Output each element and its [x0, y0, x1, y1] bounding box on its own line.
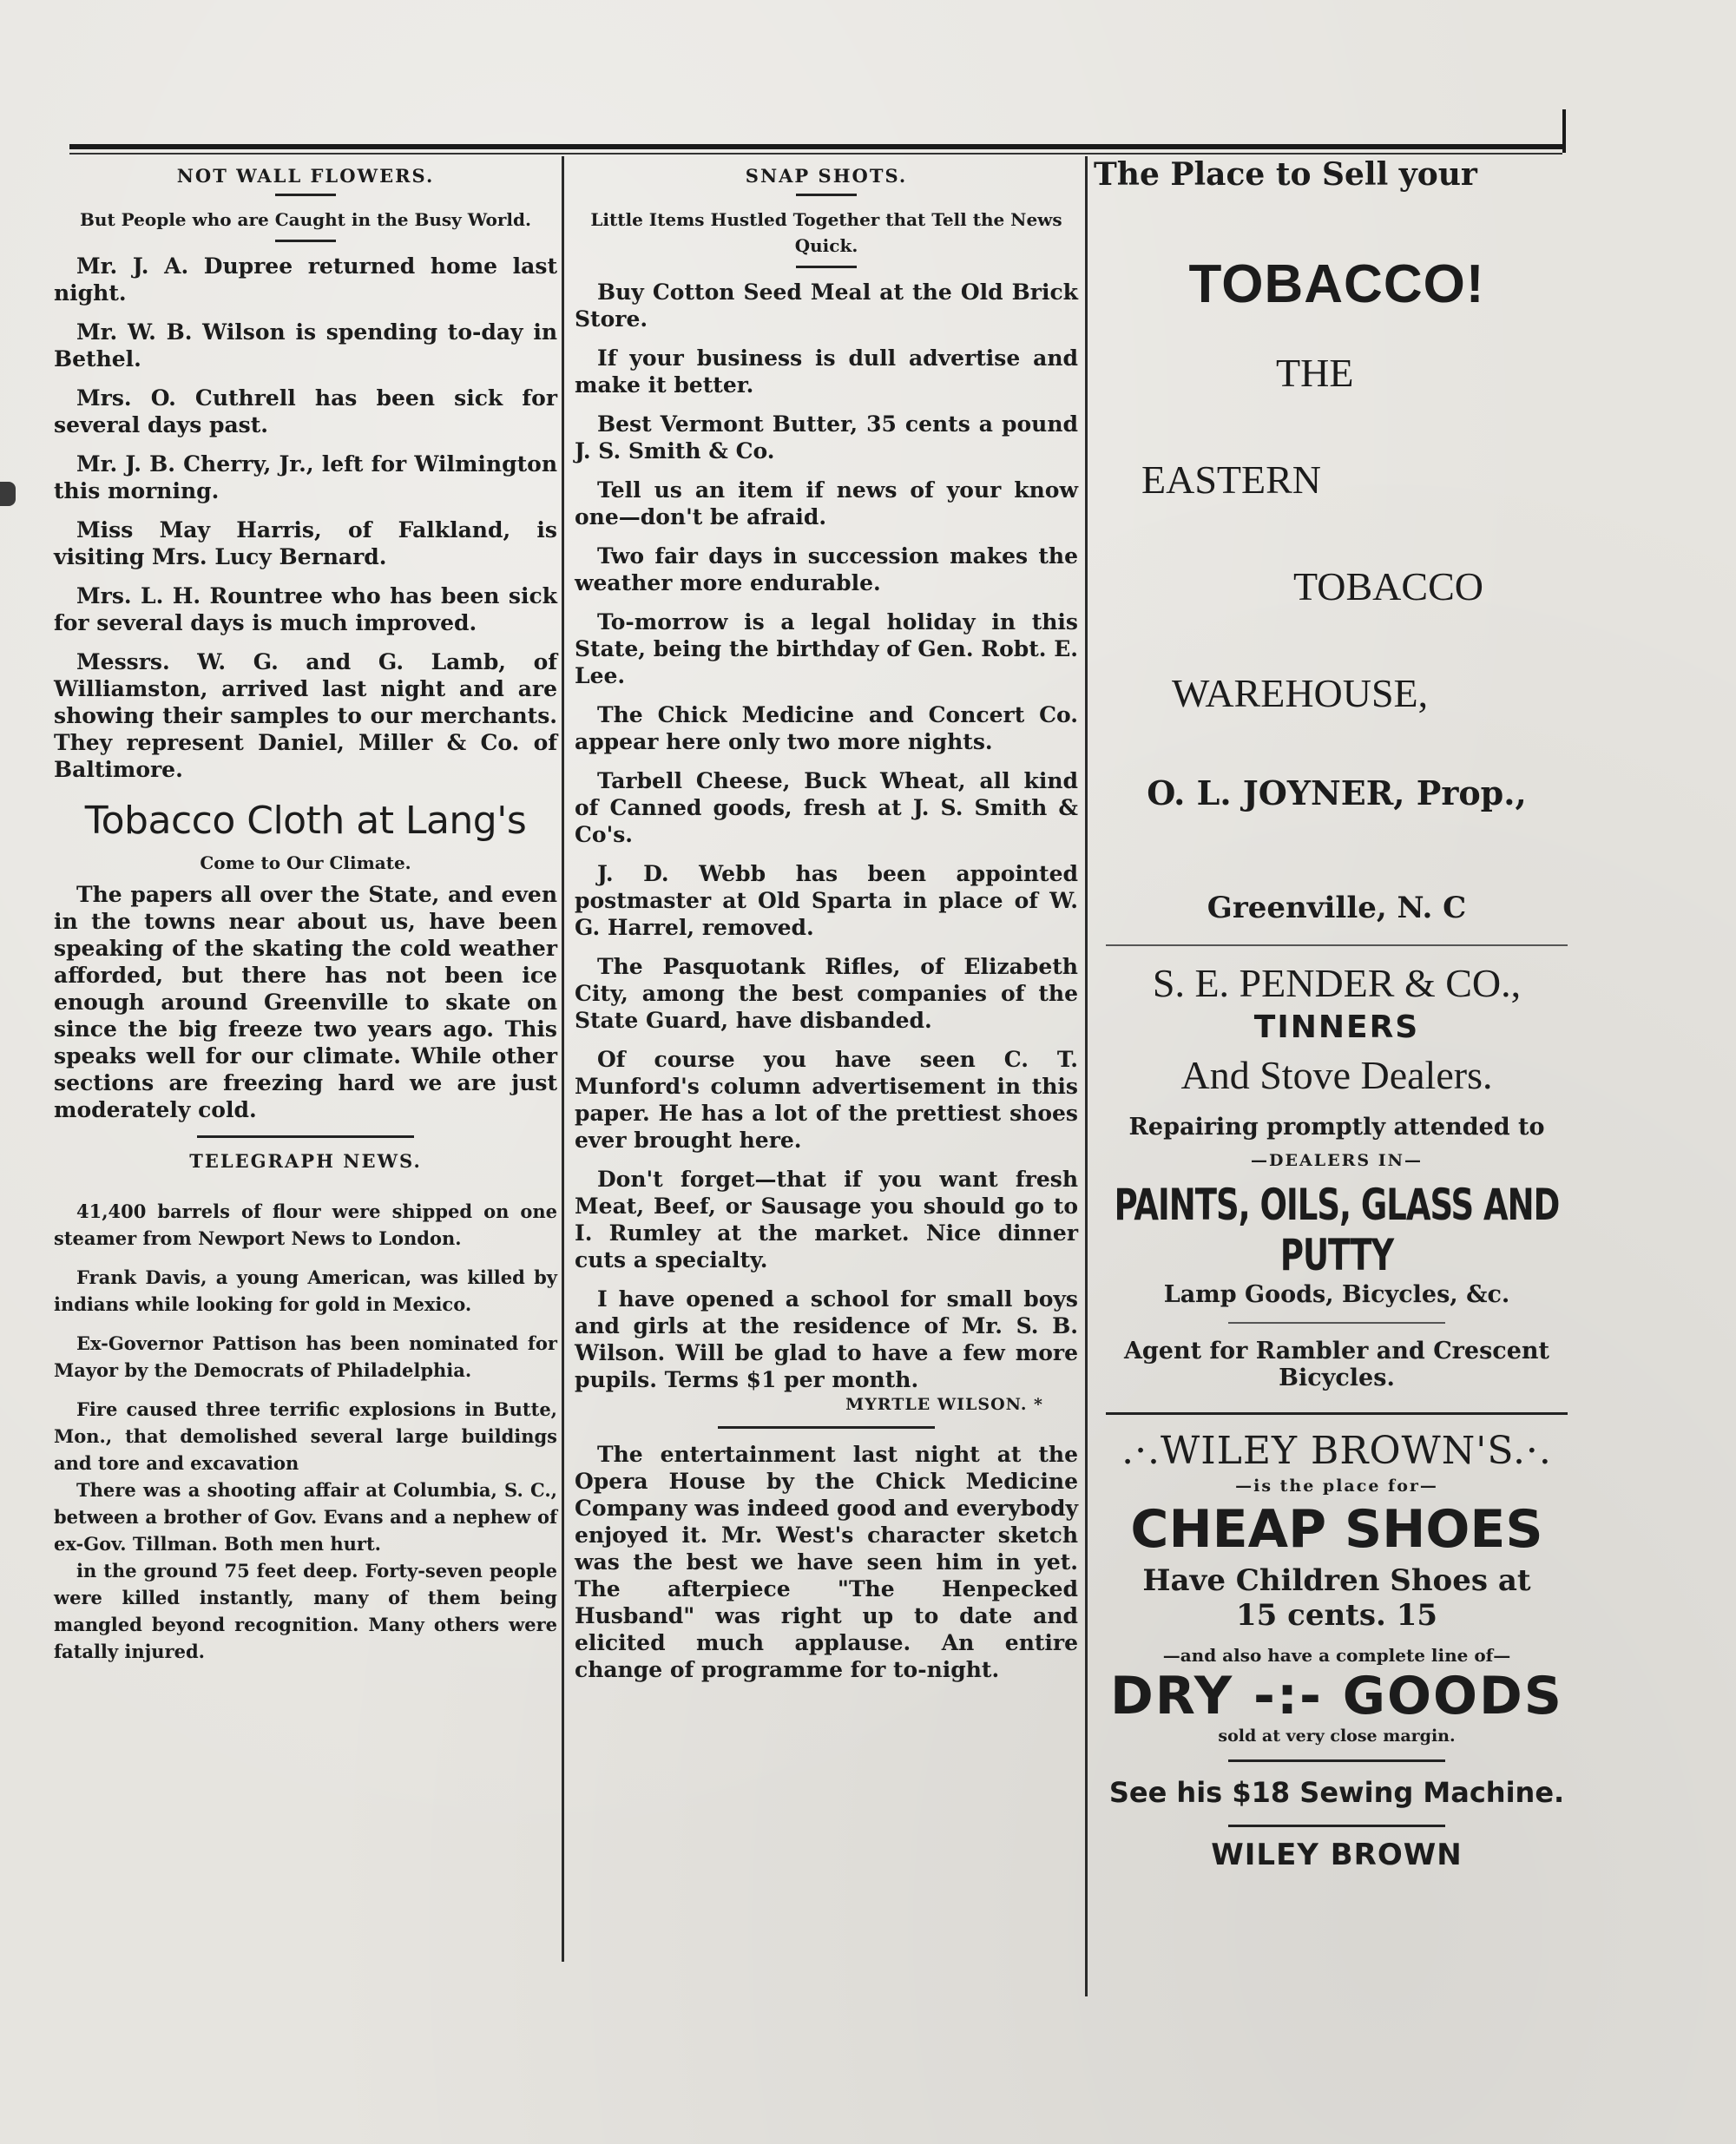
- ad-wiley-browns: .·.WILEY BROWN'S.·.: [1121, 1429, 1552, 1473]
- ad-sewing: See his $18 Sewing Machine.: [1108, 1776, 1565, 1809]
- ad-headline: TOBACCO!: [1188, 254, 1485, 314]
- article-text: The papers all over the State, and even in the towns near about us, have been speaking of the skating the cold weather afforded, but there has not been ice enough around Greenville to skate on since the big freeze two years ago. This speaks well for our climate. While other sections are freezing hard we are just moderately cold.: [54, 882, 557, 1122]
- article-text: The entertainment last night at the Opera House by the Chick Medicine Company was indeed good and everybody enjoyed it. Mr. West's character sketch was the best we have seen him in yet. The afterpiece "The Henpecked Husband" was right up to date and elicited much applause. An entire change of programme for to-night.: [575, 1442, 1078, 1682]
- telegraph-item: There was a shooting affair at Columbia, S. C., between a brother of Gov. Evans and a nephew of ex-Gov. Tillman. Both men hurt.: [54, 1479, 557, 1555]
- ad-paints: PAINTS, OILS, GLASS AND PUTTY: [1114, 1179, 1560, 1281]
- news-item: Two fair days in succession makes the weather more endurable.: [575, 543, 1078, 595]
- news-item: To-morrow is a legal holiday in this State, being the birthday of Gen. Robt. E. Lee.: [575, 609, 1078, 688]
- ad-margin: sold at very close margin.: [1218, 1726, 1456, 1746]
- ad-tinners: TINNERS: [1253, 1010, 1420, 1045]
- ad-word: THE: [1276, 351, 1354, 395]
- top-rule-thin: [69, 153, 1562, 155]
- section-heading: SNAP SHOTS.: [745, 165, 908, 187]
- news-item: Tell us an item if news of your know one—don't be afraid.: [575, 477, 1078, 529]
- divider: [275, 194, 336, 196]
- column-divider: [1085, 156, 1088, 1996]
- ad-children: Have Children Shoes at: [1142, 1563, 1531, 1598]
- ad-word: WAREHOUSE,: [1172, 671, 1429, 715]
- ad-repairing: Repairing promptly attended to: [1128, 1114, 1545, 1141]
- ad-divider: [1106, 944, 1568, 946]
- ad-divider: [1106, 1412, 1568, 1415]
- news-item: Mr. W. B. Wilson is spending to-day in Bethel.: [54, 319, 557, 372]
- ad-divider: [1228, 1322, 1445, 1324]
- ad-price: 15 cents. 15: [1235, 1598, 1438, 1633]
- ink-blot: [0, 482, 16, 506]
- ad-city: Greenville, N. C: [1207, 891, 1467, 925]
- ad-proprietor: O. L. JOYNER, Prop.,: [1147, 773, 1527, 812]
- divider: [275, 240, 336, 242]
- corner-rule: [1562, 109, 1566, 153]
- telegraph-item: in the ground 75 feet deep. Forty-seven people were killed instantly, many of them being mangled beyond recognition. Many others were fatally injured.: [54, 1560, 557, 1662]
- news-item: Buy Cotton Seed Meal at the Old Brick Store.: [575, 280, 1078, 332]
- news-item: Mr. J. A. Dupree returned home last night.: [54, 253, 557, 306]
- section-heading: TELEGRAPH NEWS.: [189, 1150, 422, 1172]
- divider: [796, 194, 857, 196]
- ad-also: —and also have a complete line of—: [1162, 1645, 1511, 1666]
- news-item: If your business is dull advertise and make it better.: [575, 345, 1078, 398]
- ad-word: EASTERN: [1141, 457, 1321, 502]
- news-item: Of course you have seen C. T. Munford's column advertisement in this paper. He has a lot of the prettiest shoes ever brought here.: [575, 1047, 1078, 1153]
- news-item: I have opened a school for small boys and girls at the residence of Mr. S. B. Wilson. Will be glad to have a few more pupils. Terms $1 per month.: [575, 1286, 1078, 1392]
- ad-dry-goods: DRY -:- GOODS: [1109, 1666, 1564, 1726]
- news-item: Mr. J. B. Cherry, Jr., left for Wilmington this morning.: [54, 451, 557, 503]
- divider: [718, 1426, 935, 1429]
- signature: MYRTLE WILSON. *: [845, 1395, 1043, 1414]
- divider: [796, 266, 857, 268]
- ad-footer: WILEY BROWN: [1211, 1838, 1463, 1872]
- news-item: Tarbell Cheese, Buck Wheat, all kind of Canned goods, fresh at J. S. Smith & Co's.: [575, 768, 1078, 847]
- ad-cheap-shoes: CHEAP SHOES: [1130, 1499, 1543, 1560]
- news-item: The Chick Medicine and Concert Co. appear here only two more nights.: [575, 702, 1078, 754]
- ad-dealers-in: —DEALERS IN—: [1251, 1151, 1423, 1170]
- news-item: Don't forget—that if you want fresh Meat, Beef, or Sausage you should go to I. Rumley at the market. Nice dinner cuts a specialty.: [575, 1167, 1078, 1273]
- news-item: Mrs. O. Cuthrell has been sick for several days past.: [54, 385, 557, 437]
- article-heading: Come to Our Climate.: [200, 852, 411, 873]
- ad-lead: The Place to Sell your: [1094, 156, 1477, 193]
- telegraph-item: 41,400 barrels of flour were shipped on one steamer from Newport News to London.: [54, 1200, 557, 1249]
- section-heading: NOT WALL FLOWERS.: [176, 165, 435, 187]
- news-item: Best Vermont Butter, 35 cents a pound J. S. Smith & Co.: [575, 411, 1078, 464]
- ad-agent: Agent for Rambler and Crescent Bicycles.: [1123, 1338, 1550, 1391]
- news-item: Miss May Harris, of Falkland, is visiting Mrs. Lucy Bernard.: [54, 517, 557, 569]
- ad-divider: [1228, 1759, 1445, 1762]
- telegraph-item: Frank Davis, a young American, was killed by indians while looking for gold in Mexico.: [54, 1266, 557, 1315]
- ad-stove: And Stove Dealers.: [1180, 1053, 1493, 1097]
- news-item: Messrs. W. G. and G. Lamb, of Williamston, arrived last night and are showing their samples to our merchants. They represent Daniel, Miller & Co. of Baltimore.: [54, 649, 557, 782]
- section-subheading: Little Items Hustled Together that Tell the News Quick.: [590, 209, 1062, 256]
- section-subheading: But People who are Caught in the Busy World.: [80, 209, 531, 230]
- top-rule: [69, 144, 1562, 149]
- ad-pender: S. E. PENDER & CO.,: [1152, 961, 1522, 1005]
- column-local-news: [54, 156, 557, 1677]
- news-item: Mrs. L. H. Rountree who has been sick for several days is much improved.: [54, 583, 557, 635]
- column-advertisements: [1094, 156, 1580, 1872]
- advertisement-title: Tobacco Cloth at Lang's: [84, 799, 527, 843]
- ad-place-for: —is the place for—: [1235, 1476, 1438, 1496]
- news-item: J. D. Webb has been appointed postmaster at Old Sparta in place of W. G. Harrel, removed.: [575, 861, 1078, 940]
- ad-lamp: Lamp Goods, Bicycles, &c.: [1163, 1281, 1510, 1308]
- telegraph-item: Fire caused three terrific explosions in Butte, Mon., that demolished several large buildings and tore and excavation: [54, 1398, 557, 1474]
- news-item: The Pasquotank Rifles, of Elizabeth City, among the best companies of the State Guard, have disbanded.: [575, 954, 1078, 1033]
- column-divider: [562, 156, 564, 1962]
- column-snap-shots: [575, 156, 1078, 1695]
- ad-divider: [1228, 1825, 1445, 1827]
- divider: [197, 1135, 414, 1138]
- ad-word: TOBACCO: [1293, 564, 1483, 608]
- telegraph-item: Ex-Governor Pattison has been nominated for Mayor by the Democrats of Philadelphia.: [54, 1332, 557, 1381]
